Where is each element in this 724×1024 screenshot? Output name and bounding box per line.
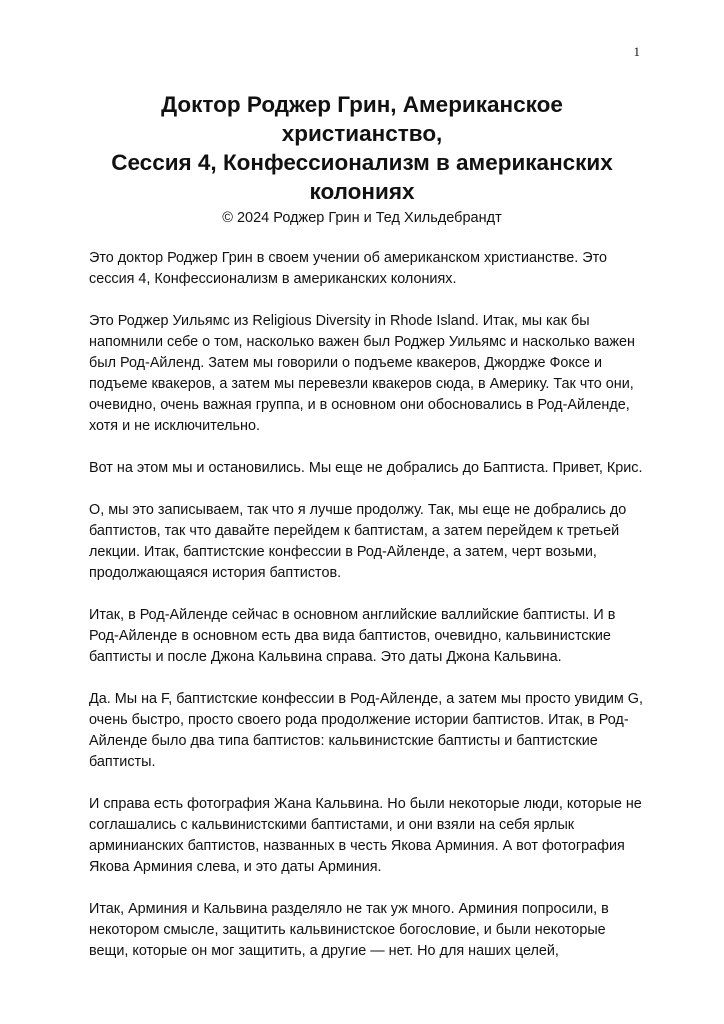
copyright-line: © 2024 Роджер Грин и Тед Хильдебрандт [222, 210, 502, 226]
title-line: колониях [309, 179, 415, 204]
paragraph: Вот на этом мы и остановились. Мы еще не добрались до Баптиста. Привет, Крис. [89, 460, 643, 476]
document-title [80, 90, 644, 206]
paragraph: И справа есть фотография Жана Кальвина. Но были некоторые люди, которые не соглашались с кальвинистскими баптистами, и они взяли на себя ярлык арминианских баптистов, названных в честь Якова Арминия. А вот фотография Якова Арминия слева, и это даты Арминия. [89, 796, 642, 875]
paragraph: Это доктор Роджер Грин в своем учении об американском христианстве. Это сессия 4, Конфессионализм в американских колониях. [89, 250, 608, 287]
title-block [80, 90, 644, 228]
paragraph: О, мы это записываем, так что я лучше продолжу. Так, мы еще не добрались до баптистов, так что давайте перейдем к баптистам, а затем перейдем к третьей лекции. Итак, баптистские конфессии в Род-Айленде, а затем, черт возьми, продолжающаяся история баптистов. [89, 502, 627, 581]
paragraph: Это Роджер Уильямс из Religious Diversity in Rhode Island. Итак, мы как бы напомнили себе о том, насколько важен был Роджер Уильямс и насколько важен был Род-Айленд. Затем мы говорили о подъеме квакеров, Джордже Фоксе и подъеме квакеров, а затем мы перевезли квакеров сюда, в Америку. Так что они, очевидно, очень важная группа, и в основном они обосновались в Род-Айленде, хотя и не исключительно. [89, 313, 635, 434]
document-body [89, 248, 649, 983]
paragraph: Итак, в Род-Айленде сейчас в основном английские валлийские баптисты. И в Род-Айленде в основном есть два вида баптистов, очевидно, кальвинистские баптисты и после Джона Кальвина справа. Это даты Джона Кальвина. [89, 607, 616, 665]
page-number: 1 [633, 44, 640, 59]
paragraph: Да. Мы на F, баптистские конфессии в Род-Айленде, а затем мы просто увидим G, очень быстро, просто своего рода продолжение истории баптистов. Итак, в Род-Айленде было два типа баптистов: кальвинистские баптисты и баптистские баптисты. [89, 691, 643, 770]
title-line: Сессия 4, Конфессионализм в американских [111, 150, 613, 175]
title-line: Доктор Роджер Грин, Американское [161, 92, 563, 117]
paragraph: Итак, Арминия и Кальвина разделяло не так уж много. Арминия попросили, в некотором смысле, защитить кальвинистское богословие, и были некоторые вещи, которые он мог защитить, а другие — нет. Но для наших целей, [89, 901, 609, 959]
title-line: христианство, [281, 121, 443, 146]
